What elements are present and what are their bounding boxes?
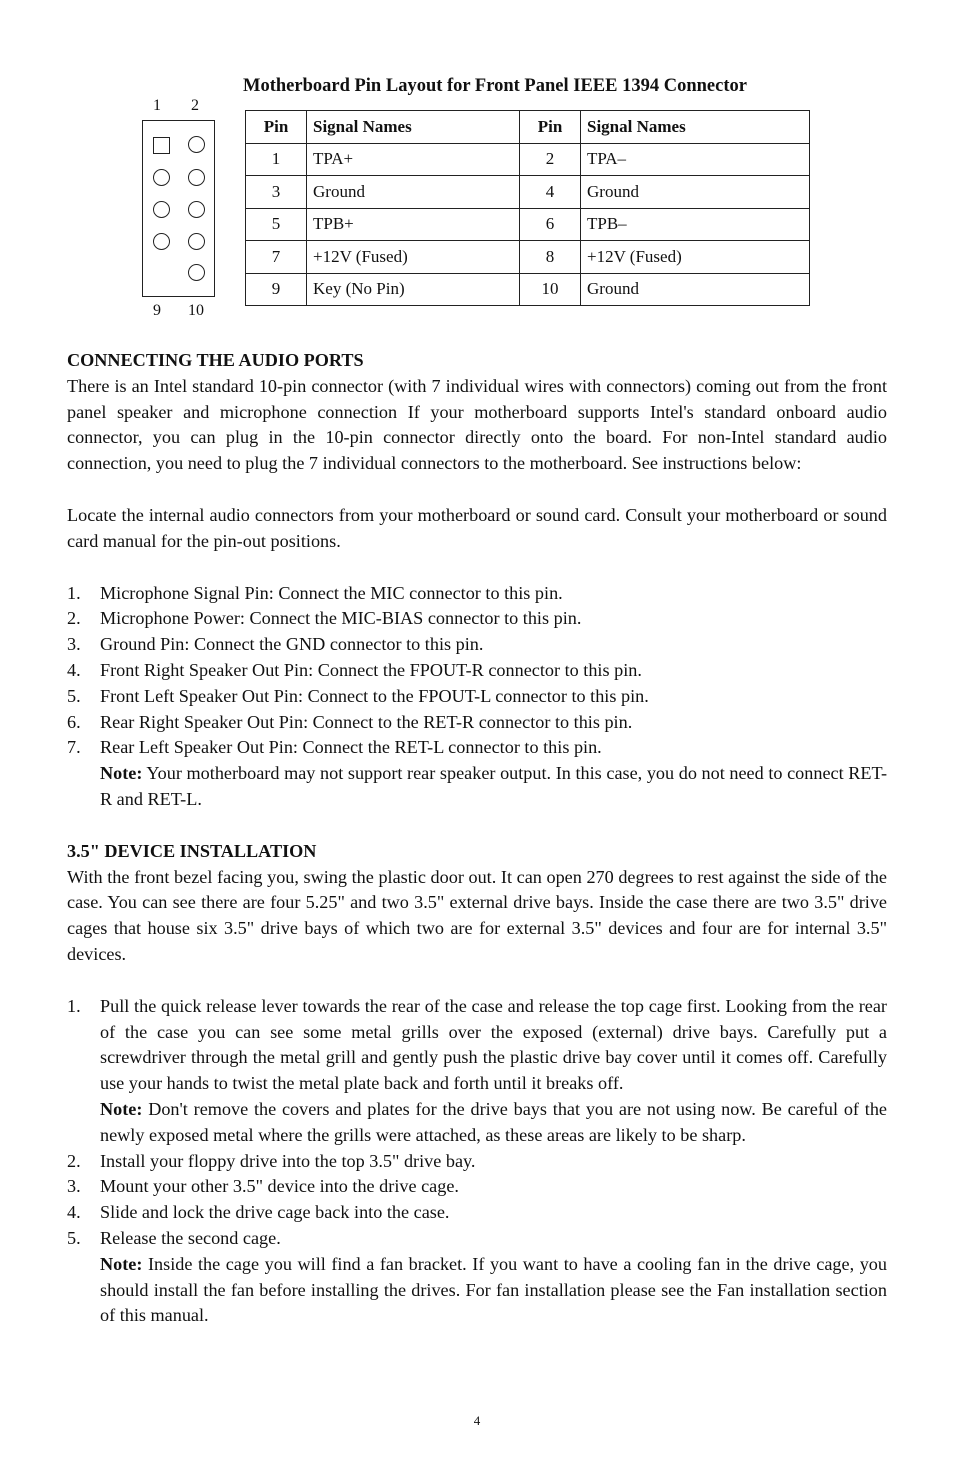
list-number: 5. xyxy=(67,685,81,706)
table-row xyxy=(246,143,810,176)
table-cell-pin: 4 xyxy=(520,176,581,209)
list-item xyxy=(67,735,887,812)
pin-10-circle-icon xyxy=(188,264,205,281)
table-cell-pin: 2 xyxy=(520,143,581,176)
list-number: 4. xyxy=(67,659,81,680)
table-cell-pin: 8 xyxy=(520,241,581,274)
table-cell-signal: +12V (Fused) xyxy=(307,241,520,274)
page-number: 4 xyxy=(473,1413,481,1428)
list-item xyxy=(67,632,887,658)
list-item xyxy=(67,658,887,684)
pin-layout-table xyxy=(245,110,810,306)
list-number: 2. xyxy=(67,1150,81,1171)
list-number: 6. xyxy=(67,711,81,732)
header-pin: Pin xyxy=(246,111,307,144)
table-cell-pin: 3 xyxy=(246,176,307,209)
list-number: 3. xyxy=(67,1176,81,1197)
list-item xyxy=(67,1226,887,1329)
table-cell-signal: Ground xyxy=(307,176,520,209)
table-row xyxy=(246,273,810,306)
table-row xyxy=(246,241,810,274)
device-steps-list xyxy=(67,994,887,1329)
table-cell-signal: +12V (Fused) xyxy=(581,241,810,274)
table-cell-signal: TPB+ xyxy=(307,208,520,241)
device-section-heading: 3.5" DEVICE INSTALLATION xyxy=(67,840,317,861)
list-item xyxy=(67,1200,887,1226)
table-row xyxy=(246,176,810,209)
pin-5-circle-icon xyxy=(153,201,170,218)
list-text: Rear Right Speaker Out Pin: Connect to the RET-R connector to this pin. xyxy=(100,711,633,732)
list-text: Slide and lock the drive cage back into the case. xyxy=(100,1202,450,1223)
note-label: Note: xyxy=(100,1253,143,1274)
device-note-2 xyxy=(100,1252,887,1329)
table-header-row xyxy=(246,111,810,144)
table-cell-pin: 7 xyxy=(246,241,307,274)
table-cell-pin: 9 xyxy=(246,273,307,306)
audio-intro-paragraph: There is an Intel standard 10-pin connector (with 7 individual wires with connectors) coming out from the front panel speaker and microphone connection If your motherboard supports Intel's standard onboard audio connector, you can plug in the 10-pin connector directly onto the board. For non-Intel standard audio connection, you need to plug the 7 individual connectors to the motherboard. See instructions below: xyxy=(67,375,887,474)
list-text: Rear Left Speaker Out Pin: Connect the RET-L connector to this pin. xyxy=(100,737,602,758)
table-title: Motherboard Pin Layout for Front Panel IEEE 1394 Connector xyxy=(243,76,747,96)
pin-4-circle-icon xyxy=(188,169,205,186)
pin-label-10: 10 xyxy=(188,302,204,319)
list-text: Front Right Speaker Out Pin: Connect the FPOUT-R connector to this pin. xyxy=(100,659,642,680)
audio-locate-paragraph: Locate the internal audio connectors from your motherboard or sound card. Consult your motherboard or sound card manual for the pin-out positions. xyxy=(67,504,887,551)
list-number: 4. xyxy=(67,1202,81,1223)
header-signal-names: Signal Names xyxy=(581,111,810,144)
pin-1-square-icon xyxy=(153,137,170,154)
pin-3-circle-icon xyxy=(153,169,170,186)
header-pin: Pin xyxy=(520,111,581,144)
list-number: 1. xyxy=(67,995,81,1016)
table-cell-pin: 6 xyxy=(520,208,581,241)
list-text: Install your floppy drive into the top 3.5" drive bay. xyxy=(100,1150,476,1171)
list-text: Pull the quick release lever towards the rear of the case and release the top cage first. Looking from the rear of the case you can see some metal grills over the exposed (external) drive bays. Carefully put a screwdriver through the metal grill and gently push the plastic drive bay cover until it comes off. Carefully use your hands to twist the metal plate back and forth until it breaks off. xyxy=(100,995,887,1094)
pin-label-9: 9 xyxy=(153,302,161,319)
list-number: 3. xyxy=(67,634,81,655)
pin-6-circle-icon xyxy=(188,201,205,218)
list-item xyxy=(67,994,887,1149)
table-cell-pin: 1 xyxy=(246,143,307,176)
note-text: Inside the cage you will find a fan bracket. If you want to have a cooling fan in the drive cage, you should install the fan before installing the drives. For fan installation please see the Fan installation section of this manual. xyxy=(100,1253,887,1326)
list-item xyxy=(67,1174,887,1200)
table-cell-signal: TPA– xyxy=(581,143,810,176)
list-number: 1. xyxy=(67,582,81,603)
audio-section-heading: CONNECTING THE AUDIO PORTS xyxy=(67,350,364,370)
list-item xyxy=(67,1149,887,1175)
list-text: Microphone Power: Connect the MIC-BIAS connector to this pin. xyxy=(100,608,582,629)
list-number: 2. xyxy=(67,608,81,629)
list-item xyxy=(67,710,887,736)
list-number: 5. xyxy=(67,1227,81,1248)
note-text: Don't remove the covers and plates for the drive bays that you are not using now. Be careful of the newly exposed metal where the grills were attached, as these areas are likely to be sharp. xyxy=(100,1098,887,1145)
note-text: Your motherboard may not support rear speaker output. In this case, you do not need to connect RET-R and RET-L. xyxy=(100,763,887,809)
page-content xyxy=(67,348,887,1329)
pin-8-circle-icon xyxy=(188,233,205,250)
pin-2-circle-icon xyxy=(188,136,205,153)
list-text: Front Left Speaker Out Pin: Connect to the FPOUT-L connector to this pin. xyxy=(100,685,649,706)
list-text: Ground Pin: Connect the GND connector to this pin. xyxy=(100,634,484,655)
device-note-1 xyxy=(100,1097,887,1149)
note-label: Note: xyxy=(100,763,143,784)
pin-label-1: 1 xyxy=(153,97,161,114)
list-text: Microphone Signal Pin: Connect the MIC connector to this pin. xyxy=(100,582,563,603)
table-cell-pin: 10 xyxy=(520,273,581,306)
table-cell-signal: Ground xyxy=(581,273,810,306)
table-cell-signal: Ground xyxy=(581,176,810,209)
table-cell-signal: Key (No Pin) xyxy=(307,273,520,306)
pin-label-2: 2 xyxy=(191,97,199,114)
list-text: Release the second cage. xyxy=(100,1227,281,1248)
list-item xyxy=(67,684,887,710)
note-label: Note: xyxy=(100,1098,143,1119)
header-signal-names: Signal Names xyxy=(307,111,520,144)
table-cell-signal: TPB– xyxy=(581,208,810,241)
list-text: Mount your other 3.5" device into the drive cage. xyxy=(100,1176,459,1197)
list-number: 7. xyxy=(67,737,81,758)
table-row xyxy=(246,208,810,241)
list-item xyxy=(67,606,887,632)
audio-note xyxy=(100,761,887,813)
connector-pin-diagram xyxy=(142,120,215,297)
device-intro-paragraph: With the front bezel facing you, swing the plastic door out. It can open 270 degrees to rest against the side of the case. You can see there are four 5.25" and two 3.5" external drive bays. Inside the case there are two 3.5" drive cages that house six 3.5" drive bays of which two are for external 3.5" devices and four are for internal 3.5" devices. xyxy=(67,866,887,964)
pin-7-circle-icon xyxy=(153,233,170,250)
table-cell-pin: 5 xyxy=(246,208,307,241)
list-item xyxy=(67,581,887,607)
table-cell-signal: TPA+ xyxy=(307,143,520,176)
audio-steps-list xyxy=(67,581,887,813)
